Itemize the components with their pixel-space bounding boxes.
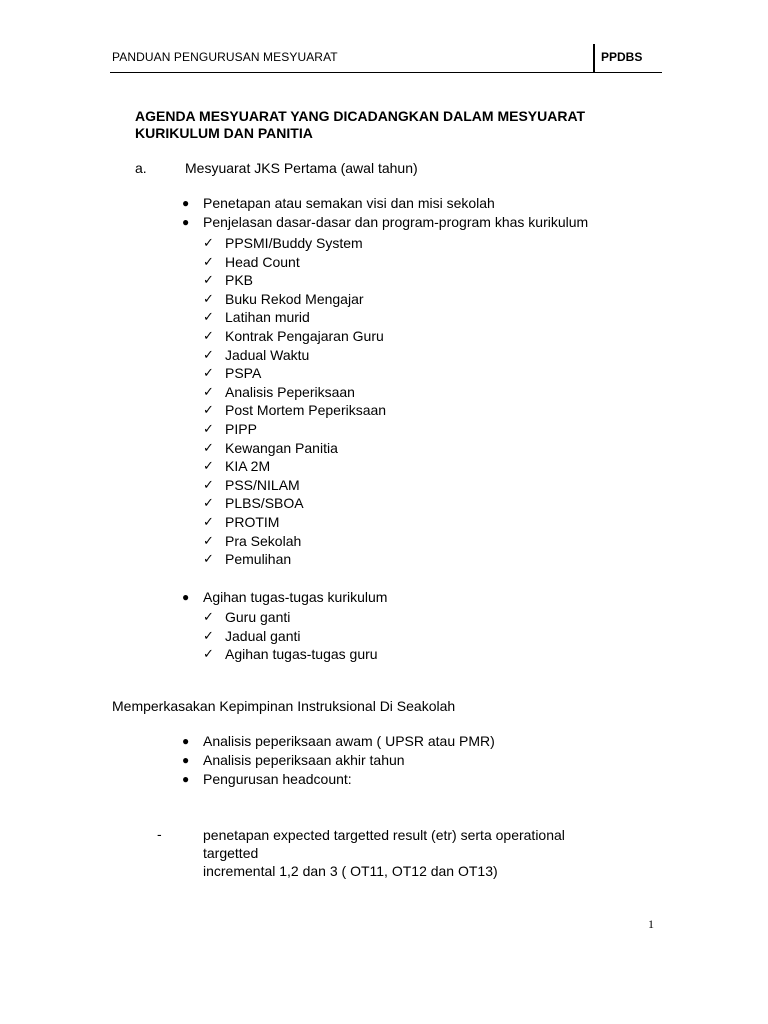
check-item: [203, 308, 386, 327]
list-item-text: Penjelasan dasar-dasar dan program-program khas kurikulum: [203, 214, 589, 230]
bullet-list-1: [180, 194, 588, 232]
dash-line: targetted: [203, 845, 259, 861]
list-item: [180, 588, 387, 607]
checkmark-icon: ✓: [203, 551, 214, 567]
checkmark-icon: ✓: [203, 235, 214, 250]
check-item-text: Head Count: [225, 253, 300, 270]
check-item: [203, 457, 386, 476]
check-item: [203, 290, 386, 309]
check-list-1: [203, 234, 386, 569]
checkmark-icon: ✓: [203, 290, 214, 306]
check-item: [203, 253, 386, 272]
check-item: [203, 645, 378, 664]
list-item: [180, 194, 588, 213]
check-item-text: KIA 2M: [225, 458, 271, 475]
page-number: 1: [648, 917, 654, 931]
checkmark-icon: ✓: [203, 309, 214, 325]
check-item: [203, 383, 386, 402]
check-item-text: Pemulihan: [225, 551, 292, 568]
check-item: [203, 271, 386, 290]
check-item-text: Post Mortem Peperiksaan: [225, 402, 387, 419]
check-item-text: PIPP: [225, 420, 257, 437]
checkmark-icon: ✓: [203, 476, 214, 492]
check-item: [203, 494, 386, 513]
check-item-text: Jadual Waktu: [225, 346, 310, 363]
section-heading: Mesyuarat JKS Pertama (awal tahun): [185, 160, 418, 176]
check-item-text: Latihan murid: [225, 309, 310, 326]
list-item: [180, 213, 588, 232]
bullet-icon: ●: [182, 590, 190, 604]
check-item-text: PLBS/SBOA: [225, 495, 304, 512]
bullet-list-3: [180, 732, 495, 789]
checkmark-icon: ✓: [203, 513, 214, 529]
check-item: [203, 550, 386, 569]
header-divider: [593, 44, 595, 72]
section-paragraph: Memperkasakan Kepimpinan Instruksional Di Seakolah: [112, 698, 456, 714]
list-item-text: Pengurusan headcount:: [203, 771, 352, 787]
check-item-text: Analisis Peperiksaan: [225, 383, 355, 400]
bullet-list-2: [180, 588, 387, 607]
dash-item-text: [203, 826, 623, 880]
checkmark-icon: ✓: [203, 327, 214, 343]
checkmark-icon: ✓: [203, 439, 214, 455]
checkmark-icon: ✓: [203, 383, 214, 399]
list-item-text: Agihan tugas-tugas kurikulum: [203, 589, 388, 605]
checkmark-icon: ✓: [203, 609, 214, 624]
checkmark-icon: ✓: [203, 402, 214, 418]
checkmark-icon: ✓: [203, 627, 214, 643]
check-item-text: Kewangan Panitia: [225, 439, 338, 456]
checkmark-icon: ✓: [203, 495, 214, 511]
bullet-icon: ●: [182, 772, 190, 786]
checkmark-icon: ✓: [203, 646, 214, 662]
check-item: [203, 476, 386, 495]
check-item: [203, 420, 386, 439]
dash-line: penetapan expected targetted result (etr) serta operational: [203, 827, 565, 843]
checkmark-icon: ✓: [203, 253, 214, 269]
check-item: [203, 627, 378, 646]
check-list-2: [203, 608, 378, 664]
check-item-text: PKB: [225, 272, 254, 289]
bullet-icon: ●: [182, 215, 190, 229]
check-item: [203, 401, 386, 420]
checkmark-icon: ✓: [203, 365, 214, 381]
list-item: [180, 770, 495, 789]
check-item-text: PROTIM: [225, 513, 280, 530]
page-header: [110, 44, 662, 73]
check-item-text: Jadual ganti: [225, 627, 301, 644]
checkmark-icon: ✓: [203, 532, 214, 548]
check-item: [203, 234, 386, 253]
check-item: [203, 439, 386, 458]
check-item: [203, 532, 386, 551]
checkmark-icon: ✓: [203, 272, 214, 288]
header-title: PANDUAN PENGURUSAN MESYUARAT: [112, 50, 338, 64]
check-item: [203, 608, 378, 627]
check-item-text: Agihan tugas-tugas guru: [225, 646, 378, 663]
header-code: PPDBS: [601, 50, 643, 64]
check-item-text: PPSMI/Buddy System: [225, 235, 363, 251]
list-item: [180, 751, 495, 770]
check-item: [203, 364, 386, 383]
check-item: [203, 346, 386, 365]
check-item-text: Pra Sekolah: [225, 532, 302, 549]
check-item-text: PSS/NILAM: [225, 476, 300, 493]
bullet-icon: ●: [182, 734, 190, 748]
bullet-icon: ●: [182, 196, 190, 210]
checkmark-icon: ✓: [203, 458, 214, 474]
dash-line: incremental 1,2 dan 3 ( OT11, OT12 dan OT13): [203, 863, 498, 879]
checkmark-icon: ✓: [203, 346, 214, 362]
check-item-text: Guru ganti: [225, 609, 291, 625]
check-item: [203, 327, 386, 346]
check-item-text: Buku Rekod Mengajar: [225, 290, 364, 307]
check-item-text: PSPA: [225, 365, 262, 382]
checkmark-icon: ✓: [203, 420, 214, 436]
dash-marker: -: [157, 826, 162, 842]
document-title: AGENDA MESYUARAT YANG DICADANGKAN DALAM MESYUARAT KURIKULUM DAN PANITIA: [135, 108, 586, 141]
section-label: a.: [135, 160, 147, 176]
check-item: [203, 513, 386, 532]
list-item: [180, 732, 495, 751]
list-item-text: Penetapan atau semakan visi dan misi sekolah: [203, 195, 495, 211]
list-item-text: Analisis peperiksaan akhir tahun: [203, 752, 405, 768]
list-item-text: Analisis peperiksaan awam ( UPSR atau PMR): [203, 733, 495, 749]
bullet-icon: ●: [182, 753, 190, 767]
check-item-text: Kontrak Pengajaran Guru: [225, 327, 384, 344]
